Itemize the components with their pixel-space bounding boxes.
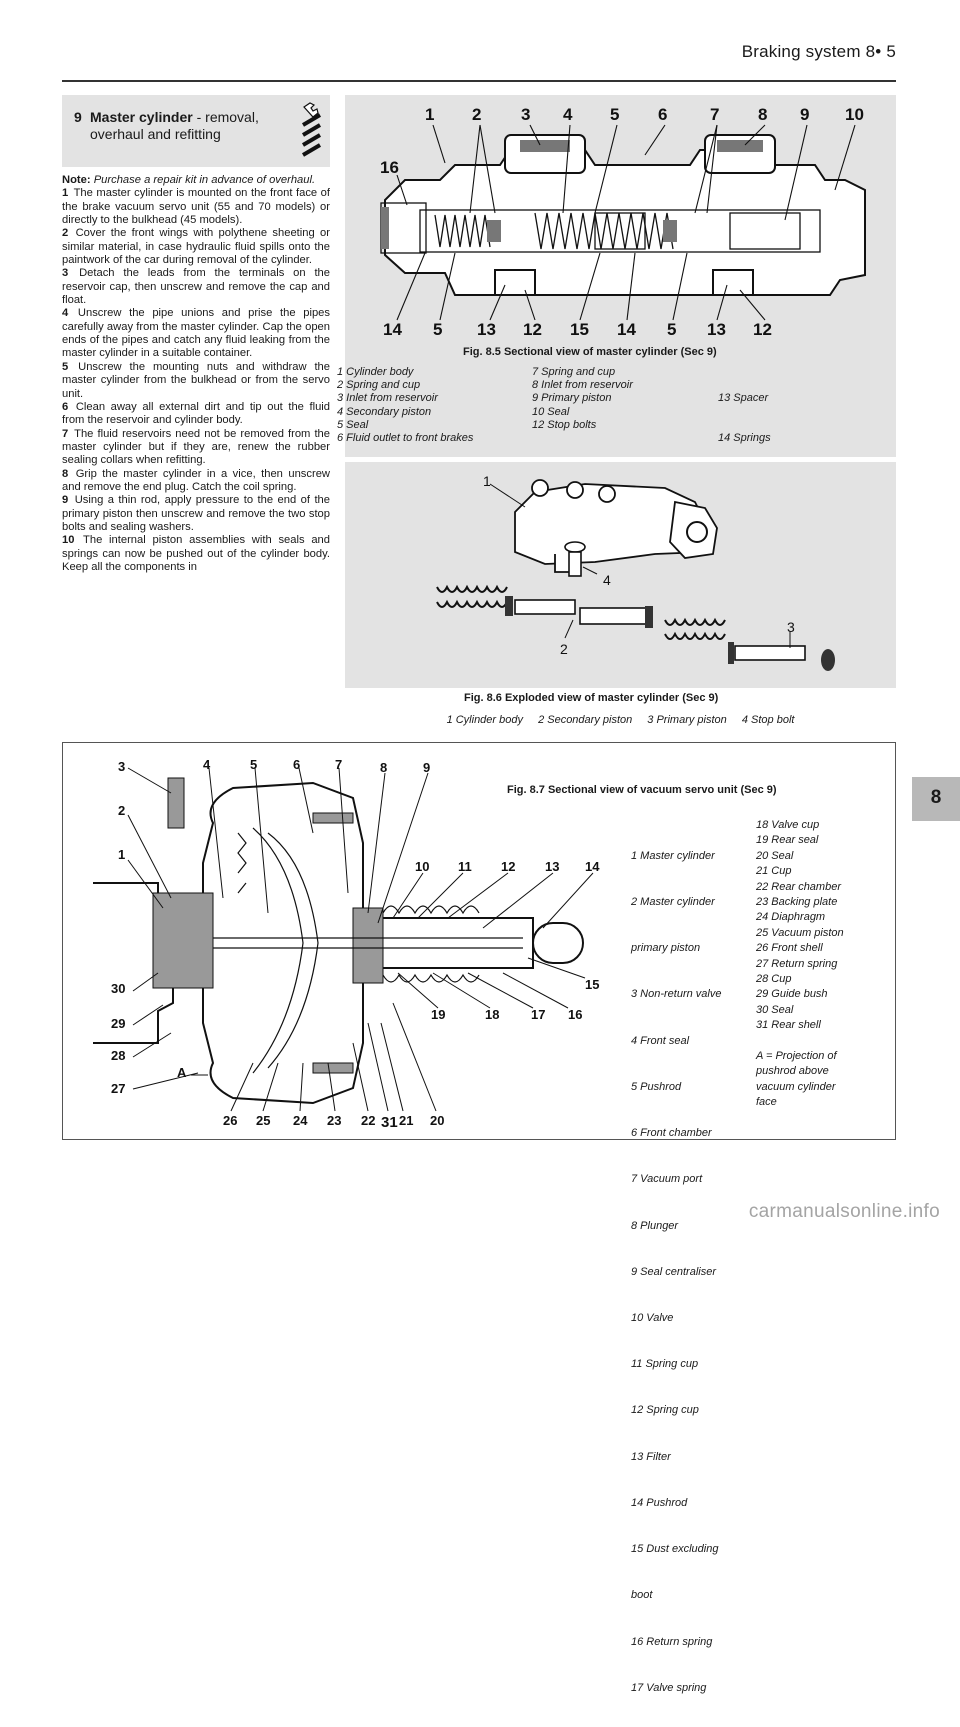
step-number: 3: [62, 267, 69, 280]
fig87-callout-15: 15: [585, 977, 600, 992]
legend-item: 13 Filter: [631, 1450, 671, 1463]
fig85-callout-12: 12: [523, 320, 542, 339]
watermark: carmanualsonline.info: [748, 1201, 940, 1222]
chapter-tab: [912, 777, 960, 821]
fig87-callout-19: 19: [431, 1007, 446, 1022]
body-text: [62, 174, 330, 574]
fig86-callout-1: 1: [483, 473, 491, 489]
fig85-callout-10: 10: [845, 105, 864, 124]
wrench-icon: [298, 101, 324, 161]
legend-item: 6 Front chamber: [631, 1127, 712, 1140]
master-cylinder-exploded-drawing: [345, 462, 896, 688]
fig85-caption: Fig. 8.5 Sectional view of master cylinder (Sec 9): [463, 346, 717, 358]
step-text: Clean away all external dirt and tip out the fluid from the reservoir and cylinder body.: [62, 400, 330, 427]
legend-item: 14 Springs: [718, 432, 771, 445]
fig85-callout-6: 6: [658, 105, 668, 124]
legend-item: 1 Master cylinder: [631, 849, 715, 862]
legend-item: 7 Vacuum port: [631, 1173, 703, 1186]
legend-item: 29 Guide bush: [756, 988, 828, 1001]
legend-item: 1 Cylinder body: [446, 714, 523, 726]
fig87-callout-24: 24: [293, 1113, 308, 1128]
fig85-callout-14: 14: [383, 320, 402, 339]
legend-item: 28 Cup: [756, 973, 792, 986]
fig85-callout-1: 1: [425, 105, 435, 124]
step-text: The master cylinder is mounted on the front face of the brake vacuum servo unit (55 and 70 models) or directly to the bulkhead (45 models).: [62, 187, 331, 227]
legend-item: 3 Primary piston: [647, 714, 727, 726]
legend-item: 14 Pushrod: [631, 1496, 688, 1509]
fig85-callout-14b: 14: [617, 320, 636, 339]
legend-item: 12 Spring cup: [631, 1404, 699, 1417]
step-paragraph: [62, 468, 330, 495]
fig85-callout-5: 5: [610, 105, 620, 124]
fig87-callout-13: 13: [545, 859, 560, 874]
fig87-callout-11: 11: [458, 859, 472, 874]
note-text: Purchase a repair kit in advance of overhaul.: [90, 174, 316, 186]
fig85-callout-12b: 12: [753, 320, 772, 339]
fig87-callout-8: 8: [380, 760, 388, 775]
step-paragraph: [62, 401, 330, 428]
legend-item: primary piston: [631, 942, 701, 955]
fig87-callout-3: 3: [118, 759, 126, 774]
legend-item: 24 Diaphragm: [756, 911, 826, 924]
figure-8-6: [345, 462, 896, 734]
step-number: 1: [62, 187, 69, 200]
step-paragraph: [62, 534, 330, 574]
legend-item: 2 Spring and cup: [337, 379, 421, 392]
legend-item: 9 Primary piston: [532, 392, 612, 405]
header-rule: [62, 80, 896, 82]
step-text: Unscrew the mounting nuts and withdraw the master cylinder from the bulkhead or from the servo unit.: [62, 360, 331, 400]
fig87-callout-18: 18: [485, 1007, 500, 1022]
fig87-callout-27: 27: [111, 1081, 126, 1096]
step-text: Using a thin rod, apply pressure to the end of the primary piston then unscrew and remove the two stop bolts and sealing washers.: [62, 494, 330, 533]
fig87-callout-22: 22: [361, 1113, 376, 1128]
legend-item: 9 Seal centraliser: [631, 1265, 716, 1278]
legend-item: 10 Valve: [631, 1312, 674, 1324]
legend-item: 17 Valve spring: [631, 1681, 707, 1694]
legend-item: 27 Return spring: [756, 957, 838, 970]
fig87-callout-28: 28: [111, 1048, 126, 1063]
fig87-callout-21: 21: [399, 1113, 414, 1128]
legend-item: 19 Rear seal: [756, 834, 819, 847]
fig87-callout-17: 17: [531, 1007, 546, 1022]
section-title-rest: - removal, overhaul and refitting: [90, 109, 259, 142]
fig85-callout-9: 9: [800, 105, 810, 124]
legend-item: 4 Secondary piston: [337, 405, 432, 418]
step-paragraph: [62, 187, 330, 227]
step-paragraph: [62, 307, 330, 360]
step-paragraph: [62, 428, 330, 468]
fig85-callout-13: 13: [477, 320, 496, 339]
fig85-callout-5c: 5: [667, 320, 677, 339]
legend-item: 3 Inlet from reservoir: [337, 392, 438, 405]
legend-item: 31 Rear shell: [756, 1019, 821, 1032]
section-number: 9: [74, 109, 82, 125]
fig87-callout-2: 2: [118, 803, 126, 818]
step-number: 8: [62, 467, 69, 480]
fig85-callout-3: 3: [521, 105, 531, 124]
fig86-callout-3: 3: [787, 619, 795, 635]
fig85-callout-8: 8: [758, 105, 768, 124]
fig87-callout-30: 30: [111, 981, 126, 996]
legend-item: 4 Front seal: [631, 1034, 690, 1047]
fig87-callout-4: 4: [203, 757, 211, 772]
legend-item: 13 Spacer: [718, 392, 769, 405]
step-paragraph: [62, 227, 330, 267]
legend-item: 6 Fluid outlet to front brakes: [337, 432, 474, 445]
master-cylinder-section-drawing: [345, 95, 896, 345]
legend-item: 2 Master cylinder: [631, 896, 715, 909]
fig85-legend-col2: [532, 366, 633, 432]
legend-item: 10 Seal: [532, 405, 570, 418]
fig85-callout-2: 2: [472, 105, 482, 124]
fig87-callout-6: 6: [293, 757, 301, 772]
legend-item: 1 Cylinder body: [337, 366, 414, 378]
fig87-legend-col1: [631, 818, 722, 1727]
fig87-callout-23: 23: [327, 1113, 342, 1128]
fig87-callout-16: 16: [568, 1007, 583, 1022]
legend-item: boot: [631, 1589, 653, 1602]
step-number: 7: [62, 427, 69, 440]
legend-item: vacuum cylinder: [756, 1080, 836, 1093]
step-number: 10: [62, 534, 75, 547]
legend-item: 5 Pushrod: [631, 1080, 682, 1093]
step-text: Unscrew the pipe unions and prise the pipes carefully away from the master cylinder. Cap the open ends of the pipes and catch any fluid leaking from the master cylinder in a suitable container.: [62, 307, 330, 360]
legend-item: pushrod above: [756, 1065, 829, 1078]
legend-item: 21 Cup: [756, 865, 792, 878]
legend-item: A = Projection of: [756, 1050, 837, 1063]
fig86-callout-2: 2: [560, 641, 568, 657]
fig85-legend-col1: [337, 366, 473, 445]
chapter-tab-number: 8: [930, 787, 942, 808]
legend-item: 12 Stop bolts: [532, 418, 597, 431]
step-paragraph: [62, 361, 330, 401]
fig87-callout-7: 7: [335, 757, 343, 772]
fig87-caption: Fig. 8.7 Sectional view of vacuum servo unit (Sec 9): [507, 784, 777, 796]
legend-item: 30 Seal: [756, 1003, 794, 1016]
fig87-callout-1: 1: [118, 847, 126, 862]
legend-item: 8 Inlet from reservoir: [532, 379, 633, 392]
fig87-callout-14: 14: [585, 859, 600, 874]
legend-item: 2 Secondary piston: [538, 714, 633, 726]
step-number: 4: [62, 307, 69, 320]
legend-item: face: [756, 1096, 777, 1109]
fig87-callout-20: 20: [430, 1113, 445, 1128]
step-text: The internal piston assemblies with seals and springs can now be pushed out of the cylinder body. Keep all the components in: [62, 534, 330, 573]
figure-8-5: [337, 95, 896, 457]
legend-item: 3 Non-return valve: [631, 988, 722, 1001]
legend-item: [756, 1034, 844, 1049]
section-title-bold: Master cylinder: [90, 109, 193, 125]
fig85-callout-4: 4: [563, 105, 573, 124]
page-header-title: Braking system 8• 5: [741, 42, 896, 61]
fig85-callout-13b: 13: [707, 320, 726, 339]
legend-item: 8 Plunger: [631, 1219, 679, 1232]
fig86-legend: [345, 714, 896, 726]
step-number: 6: [62, 400, 69, 413]
fig87-callout-12: 12: [501, 859, 516, 874]
legend-item: 25 Vacuum piston: [756, 926, 844, 939]
fig87-callout-31: 31: [381, 1114, 398, 1131]
step-paragraph: [62, 494, 330, 534]
legend-item: 20 Seal: [756, 849, 794, 862]
fig87-label-a: A: [177, 1065, 187, 1080]
step-text: Cover the front wings with polythene sheeting or similar material, in case hydraulic fluid spills onto the paintwork of the car during removal of the cylinder.: [62, 227, 330, 267]
legend-item: 11 Spring cup: [631, 1358, 699, 1371]
legend-item: 23 Backing plate: [756, 896, 838, 909]
step-text: Grip the master cylinder in a vice, then unscrew and remove the end plug. Catch the coil spring.: [62, 467, 330, 493]
note-paragraph: [62, 174, 330, 187]
fig85-callout-15: 15: [570, 320, 589, 339]
fig87-callout-25: 25: [256, 1113, 271, 1128]
fig85-callout-7: 7: [710, 105, 720, 124]
legend-item: 15 Dust excluding: [631, 1543, 719, 1556]
fig86-caption: Fig. 8.6 Exploded view of master cylinder (Sec 9): [464, 692, 719, 704]
step-number: 5: [62, 360, 69, 373]
fig87-callout-5: 5: [250, 757, 258, 772]
fig85-callout-16: 16: [380, 158, 399, 177]
legend-item: 5 Seal: [337, 418, 369, 431]
fig86-callout-4: 4: [603, 572, 611, 588]
step-number: 2: [62, 227, 69, 240]
fig87-legend-col2: [756, 818, 844, 1111]
fig87-callout-10: 10: [415, 859, 430, 874]
legend-item: 7 Spring and cup: [532, 366, 616, 378]
fig87-callout-29: 29: [111, 1016, 126, 1031]
legend-item: 16 Return spring: [631, 1635, 713, 1648]
legend-item: 26 Front shell: [756, 942, 823, 955]
legend-item: 22 Rear chamber: [756, 880, 841, 893]
legend-item: 4 Stop bolt: [741, 714, 795, 726]
fig87-callout-9: 9: [423, 760, 431, 775]
legend-item: 18 Valve cup: [756, 819, 820, 831]
section-heading-box: [62, 95, 330, 167]
step-number: 9: [62, 494, 69, 507]
section-title: [90, 109, 290, 143]
step-text: Detach the leads from the terminals on the reservoir cap, then unscrew and remove the cap and float.: [62, 267, 331, 307]
step-paragraph: [62, 267, 330, 307]
fig85-callout-5b: 5: [433, 320, 443, 339]
step-text: The fluid reservoirs need not be removed from the master cylinder but if they are, renew the rubber sealing collars when refitting.: [62, 427, 331, 467]
note-label: Note:: [62, 174, 91, 186]
fig87-callout-26: 26: [223, 1113, 238, 1128]
